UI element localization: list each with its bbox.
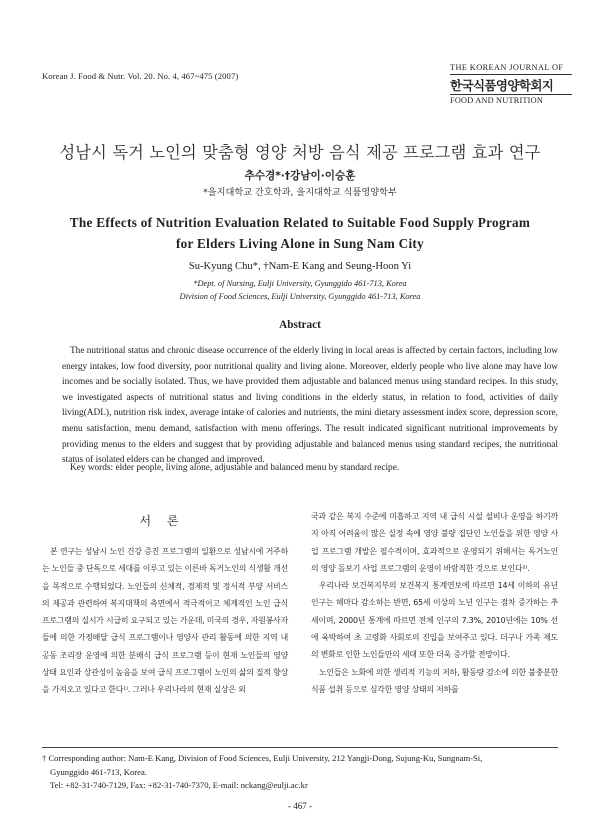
journal-subtitle: FOOD AND NUTRITION (450, 94, 572, 105)
journal-masthead (450, 63, 572, 105)
abstract-heading: Abstract (279, 319, 321, 331)
footnote (42, 752, 558, 793)
body-column-left (42, 543, 288, 699)
abstract-text: The nutritional status and chronic disease occurrence of the elderly living in local areas is affected by certain factors, including low energy intakes, low food diversity, poor nutritional quality and living alone. Moreover, elderly people who live alone may have low incomes and be socially isolated. Thus, we have provided them adjustable and balanced menus using standard recipes. In this study, we investigated aspects of nutritional status and living conditions in the elderly status, in relation to food, activities of daily living(ADL), nutrition risk index, average intake of calories and nutrients, the mini dietary assessment index score, depression score, menu satisfaction, menu demand, satisfaction with menu offerings. The result indicated significant nutritional improvements by providing menus to the elders and suggest that by providing adjustable and balanced menus using standard recipes, the nutritional status of isolated elders can be changed and improved. (62, 346, 558, 466)
article-title-korean: 성남시 독거 노인의 맞춤형 영양 처방 음식 제공 프로그램 효과 연구 (59, 143, 541, 162)
section-heading-introduction: 서 론 (139, 514, 185, 528)
body-paragraph: 우리나라 보건복지부의 보건복지 통계연보에 따르면 14세 이하의 유년 인구는 해마다 감소하는 반면, 65세 이상의 노년 인구는 점차 증가하는 추세이며, 2000년 통계에 따르면 전체 인구의 7.3%, 2010년에는 10% 선에 육박하여 초 고령화 사회로의 진입을 보여주고 있다. 더구나 가족 제도의 변화로 인한 노인들만의 세대 또한 더욱 증가할 전망이다. (311, 581, 558, 660)
journal-title-en: THE KOREAN JOURNAL OF (450, 63, 572, 75)
keywords: Key words: elder people, living alone, adjustable and balanced menu by standard recipe. (70, 463, 400, 473)
affiliation-english-line2: Division of Food Sciences, Eulji University, Gyunggido 461-713, Korea (179, 292, 421, 301)
body-column-right (311, 508, 558, 698)
journal-citation: Korean J. Food & Nutr. Vol. 20. No. 4, 467~475 (2007) (42, 71, 239, 81)
body-paragraph: 국과 같은 복지 수준에 미흡하고 지역 내 급식 시설 설비나 운영을 하기까지 아직 어려움이 많은 실정 속에 영양 불량 집단인 노인들을 위한 영양 사업 프로그램 개발은 필수적이며, 효과적으로 운영되기 위해서는 독거노인의 영양 돌보기 사업 프로그램의 운영이 바람직한 것으로 보인다²⁾. (311, 512, 558, 573)
journal-title-ko: 한국식품영양학회지 (450, 78, 554, 93)
authors-english: Su-Kyung Chu*, †Nam-E Kang and Seung-Hoon Yi (188, 261, 412, 272)
authors-korean: 추수경*·†강남이·이승훈 (244, 170, 356, 182)
footnote-contact: Tel: +82-31-740-7129, Fax: +82-31-740-7370, E-mail: nckang@eulji.ac.kr (50, 780, 308, 791)
footnote-line: Gyunggido 461-713, Korea. (50, 766, 147, 777)
body-paragraph: 본 연구는 성남시 노인 건강 증진 프로그램의 일환으로 성남시에 거주하는 노인들 중 단독으로 세대를 이루고 있는 이른바 독거노인의 식생활 개선을 목적으로 수행되었다. 노인들의 신체적, 경제적 및 정서적 부양 서비스의 제공과 관련하여 복지대책의 측면에서 적극적이고 체계적인 노인 급식 프로그램의 실시가 시급히 요구되고 있는 가운데, 미국의 경우, 자원봉사자들에 의한 가정배달 급식 프로그램이나 영양사 관리 활동에 의한 지역 내 공동 조리장 운영에 의한 분배식 급식 프로그램 등이 현재 노인들의 영양 상태 요인과 상관성이 높음을 보여 급식 프로그램이 노인의 삶의 질적 향상을 가져오고 있다고 한다¹⁾. 그러나 우리나라의 현재 실상은 외 (42, 547, 288, 695)
article-title-english-line2: for Elders Living Alone in Sung Nam City (175, 236, 425, 251)
footnote-divider (42, 747, 558, 748)
article-title-english-line1: The Effects of Nutrition Evaluation Related to Suitable Food Supply Program (69, 215, 531, 230)
page-number: - 467 - (288, 801, 312, 811)
body-paragraph: 노인들은 노화에 의한 생리적 기능의 저하, 활동량 감소에 의한 불충분한 식품 섭취 등으로 심각한 영양 상태의 저하를 (311, 667, 558, 694)
affiliation-korean: *을지대학교 간호학과, 을지대학교 식품영양학부 (203, 187, 397, 198)
affiliation-english-line1: *Dept. of Nursing, Eulji University, Gyunggido 461-713, Korea (193, 279, 407, 288)
footnote-line: † Corresponding author: Nam-E Kang, Division of Food Sciences, Eulji University, 212 Yangji-Dong, Sujung-Ku, Sungnam-Si, (42, 753, 483, 763)
